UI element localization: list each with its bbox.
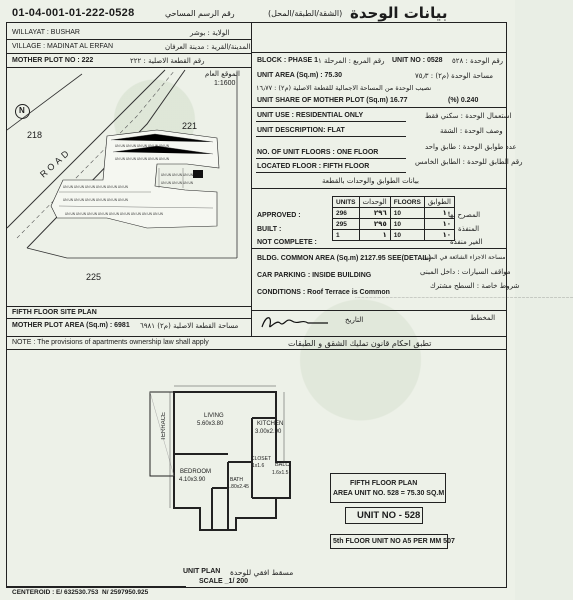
mother-plot-area: MOTHER PLOT AREA (Sq.m) : 6981 — [12, 322, 130, 329]
centeroid-easting: CENTEROID : E/ 632530.753 — [12, 589, 99, 596]
area-unit-label: AREA UNIT NO. 528 = 75.30 SQ.M — [333, 490, 445, 497]
room-closet: CLOSET — [251, 456, 272, 462]
units-header: UNITS — [333, 197, 360, 208]
car-parking-label: CAR PARKING : INSIDE BUILDING — [257, 272, 372, 279]
svg-text:UN UN UN UN UN UN UN UN UN UN: UN UN UN UN UN UN UN UN UN UN UN UN UN UN UN UN UN UN — [65, 212, 163, 216]
general-location-ar: الموقع العام — [205, 70, 240, 78]
site-scale: 1:1600 — [214, 80, 236, 87]
site-location-map — [7, 68, 251, 306]
conditions-label: CONDITIONS : Roof Terrace is Common — [257, 289, 390, 296]
floors-header: FLOORS — [390, 197, 424, 208]
not-complete-label-ar: الغير منفذة — [450, 238, 483, 246]
room-living-size: 5.60x3.80 — [197, 421, 224, 427]
willayat-label: WILLAYAT : BUSHAR — [12, 29, 80, 36]
ownership-law-note-ar: تطبق احكام قانون تمليك الشقق و الطبقات — [288, 339, 432, 348]
block-label-ar: رقم المربع : المرحلة ١ — [318, 57, 385, 65]
built-label-ar: المنفذة — [458, 225, 480, 233]
signature-image — [258, 311, 338, 333]
floor-plan-info-box — [330, 473, 446, 503]
unit-description-label: UNIT DESCRIPTION: FLAT — [257, 127, 345, 134]
panel-divider — [251, 22, 252, 336]
unit-use-label: UNIT USE : RESIDENTIAL ONLY — [257, 112, 364, 119]
floors-units-table — [332, 196, 455, 241]
unit-area-label: UNIT AREA (Sq.m) : 75.30 — [257, 72, 343, 79]
fifth-floor-site-plan: FIFTH FLOOR SITE PLAN — [12, 309, 97, 316]
unit-share-label-ar: نصيب الوحدة من المساحة الاجمالية للقطعة الاصلية (م٢) : ١٦٫٧٧ — [256, 84, 432, 92]
room-bath-size: 1.80x2.45 — [227, 484, 249, 490]
plot-221-label: 221 — [182, 121, 198, 131]
built-label: BUILT : — [257, 226, 282, 233]
unit-no-box-label: UNIT NO - 528 — [357, 510, 421, 521]
located-floor-label: LOCATED FLOOR : FIFTH FLOOR — [257, 163, 370, 170]
road-label: ROAD — [38, 146, 73, 180]
svg-text:UN UN UN UN UN UN UN UN UN UN: UN UN UN UN UN UN UN UN UN UN — [115, 144, 170, 148]
approved-label: APPROVED : — [257, 212, 301, 219]
table-row: 296 ٢٩٦ 10 ١٠ — [333, 208, 455, 219]
room-bedroom: BEDROOM — [180, 469, 212, 475]
room-bedroom-size: 4.10x3.90 — [179, 477, 206, 483]
units-header-ar: الوحدات — [359, 197, 390, 208]
conditions-label-ar: شروط خاصة : السطح مشترك — [430, 282, 520, 290]
centeroid-northing: N/ 2597950.925 — [102, 589, 149, 596]
room-balcony: BALC. — [275, 462, 291, 468]
unit-share-label: UNIT SHARE OF MOTHER PLOT (Sq.m) 16.77 — [257, 97, 408, 104]
unit-no-label: UNIT NO : 0528 — [392, 57, 443, 64]
svg-text:UN UN UN UN UN UN UN UN UN UN: UN UN UN UN UN UN UN UN UN UN UN UN — [63, 198, 128, 202]
room-living: LIVING — [204, 413, 224, 419]
unit-use-label-ar: استعمال الوحدة : سكني فقط — [425, 112, 512, 120]
room-terrace: TERRACE — [161, 412, 167, 441]
conditions-fine-print: ···································································································································································· — [355, 295, 573, 300]
car-parking-label-ar: مواقف السيارات : داخل المبنى — [420, 268, 511, 276]
unit-data-subtitle-ar: (الشقة/الطبقة/المحل) — [268, 9, 343, 18]
date-label-ar: التاريخ — [345, 316, 364, 324]
mother-plot-area-ar: مساحة القطعة الاصلية (م٢) ٦٩٨١ — [140, 322, 239, 330]
room-bath: BATH — [230, 477, 243, 483]
svg-text:UN UN UN UN UN UN UN UN UN UN: UN UN UN UN UN UN UN UN UN UN UN UN — [63, 185, 128, 189]
not-complete-label: NOT COMPLETE : — [257, 239, 317, 246]
floors-units-title-ar: بيانات الطوابق والوحدات بالقطعة — [322, 177, 419, 185]
unit-no-label-ar: رقم الوحدة : ٥٢٨ — [452, 57, 504, 65]
unit-plan-label: UNIT PLAN — [183, 568, 221, 575]
table-row: 1 ١ 10 ١٠ — [333, 230, 455, 241]
village-label: VILLAGE : MADINAT AL ERFAN — [12, 43, 114, 50]
unit-area-label-ar: مساحة الوحدة (م٢) : ٧٥٫٣ — [415, 72, 493, 80]
unit-floors-label: NO. OF UNIT FLOORS : ONE FLOOR — [257, 149, 379, 156]
table-row: 295 ٢٩٥ 10 ١٠ — [333, 219, 455, 230]
bldg-common-area-label-ar: مساحة الاجزاء الشائعة في المبنى — [422, 254, 506, 261]
block-label: BLOCK : PHASE 1 — [257, 57, 319, 64]
unit-floors-label-ar: عدد طوابق الوحدة : طابق واحد — [425, 143, 517, 151]
plot-225-label: 225 — [86, 272, 102, 282]
reference-number: 01-04-001-01-222-0528 — [12, 7, 135, 19]
unit-description-label-ar: وصف الوحدة : الشقة — [440, 127, 503, 135]
svg-text:UN UN UN UN UN UN UN UN UN UN: UN UN UN UN UN UN UN UN UN UN — [115, 157, 170, 161]
svg-text:UN UN UN UN UN UN: UN UN UN UN UN UN — [161, 173, 194, 177]
ownership-law-note: NOTE : The provisions of apartments ownership law shall apply — [12, 339, 209, 346]
room-closet-size: 1x1.6 — [252, 463, 265, 469]
located-floor-label-ar: رقم الطابق للوحدة : الطابق الخامس — [415, 158, 523, 166]
unit-plan-label-ar: مسقط افقي للوحدة — [230, 568, 294, 577]
approved-label-ar: المصرح بها — [448, 211, 481, 219]
reference-label-ar: رقم الرسم المساحي — [165, 9, 235, 18]
room-kitchen-size: 3.00x2.90 — [255, 429, 282, 435]
svg-text:UN UN UN UN UN UN: UN UN UN UN UN UN — [161, 181, 194, 185]
village-label-ar: المدينة/القرية : مدينة العرفان — [165, 43, 251, 51]
chart-label-ar: المخطط — [470, 314, 496, 322]
north-arrow-icon: N — [15, 104, 30, 119]
bldg-common-area-label: BLDG. COMMON AREA (Sq.m) 2127.95 SEE(DETAIL) — [257, 255, 431, 262]
mother-plot-label: MOTHER PLOT NO : 222 — [12, 57, 94, 64]
room-kitchen: KITCHEN — [257, 421, 284, 427]
floors-header-ar: الطوابق — [424, 197, 454, 208]
unit-data-title-ar: بيانات الوحدة — [350, 4, 448, 22]
mm-reference-label: 5th FLOOR UNIT NO A5 PER MM 507 — [333, 538, 455, 545]
room-balcony-size: 1.6x1.5 — [272, 470, 289, 476]
plan-scale: SCALE _1/ 200 — [199, 578, 249, 585]
fifth-floor-plan-title: FIFTH FLOOR PLAN — [350, 480, 418, 487]
willayat-label-ar: الولاية : بوشر — [190, 29, 230, 37]
unit-share-percent: (%) 0.240 — [448, 97, 479, 104]
plot-218-label: 218 — [27, 130, 43, 140]
mother-plot-label-ar: رقم القطعة الاصلية : ٢٢٢ — [130, 57, 205, 65]
